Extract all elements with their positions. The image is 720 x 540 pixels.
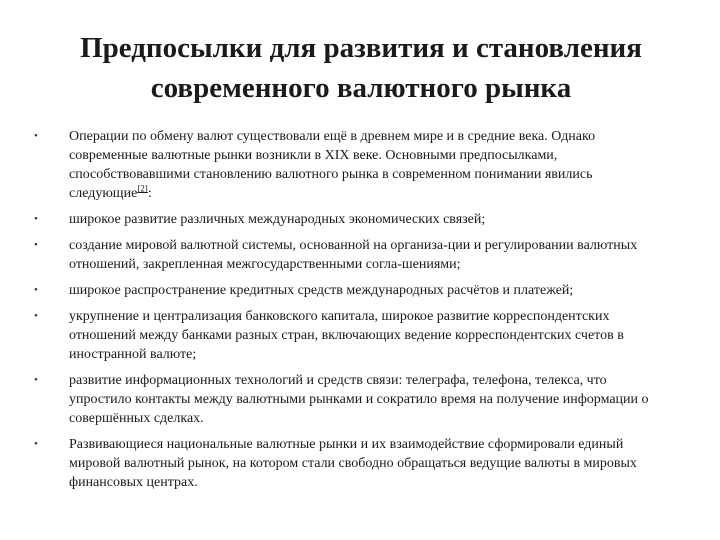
bullet-item-intro [0, 127, 720, 203]
footnote-link[interactable]: [2] [137, 183, 148, 194]
bullet-text: укрупнение и централизация банковского капитала, широкое развитие корреспондентских отношений между банками разных стран, включающих ведение корреспондентских счетов в иностранной валюте; [69, 309, 624, 362]
bullet-text: развитие информационных технологий и средств связи: телеграфа, телефона, телекса, что упростило контакты между валютными рынками и сократило время на получение информации о совершённых сделках. [69, 373, 649, 426]
bullet-text: создание мировой валютной системы, основанной на организа-ции и регулировании валютных отношений, закрепленная межгосударственными согла-шениями; [69, 238, 638, 272]
bullet-item-bank-capital [0, 307, 720, 364]
bullet-icon: • [34, 213, 38, 225]
bullet-icon: • [34, 310, 38, 322]
bullet-text-suffix: : [147, 186, 152, 201]
slide-title-line-2: современного валютного рынка [150, 72, 572, 104]
bullet-list [0, 127, 720, 499]
bullet-item-economic-ties [0, 210, 720, 229]
bullet-icon: • [34, 130, 38, 142]
bullet-item-it-communications [0, 371, 720, 428]
bullet-icon: • [34, 284, 38, 296]
bullet-item-currency-system [0, 236, 720, 274]
bullet-text: Развивающиеся национальные валютные рынки и их взаимодействие сформировали единый мировой валютный рынок, на котором стали свободно обращаться ведущие валюты в мировых финансовых центрах. [69, 437, 637, 490]
bullet-item-credit-instruments [0, 281, 720, 300]
bullet-text [69, 127, 669, 203]
bullet-text-content: Операции по обмену валют существовали ещё в древнем мире и в средние века. Однако современные валютные рынки возникли в XIX веке. Основными предпосылками, способствовавшими становлению валютного рынка в современном понимании явились следующие [69, 129, 596, 201]
bullet-item-world-market [0, 435, 720, 492]
slide-title [36, 28, 686, 108]
bullet-icon: • [34, 239, 38, 251]
bullet-text: широкое распространение кредитных средств международных расчётов и платежей; [69, 283, 574, 298]
slide-title-line-1: Предпосылки для развития и становления [80, 32, 642, 64]
bullet-icon: • [34, 438, 38, 450]
bullet-icon: • [34, 374, 38, 386]
bullet-text: широкое развитие различных международных экономических связей; [69, 212, 486, 227]
